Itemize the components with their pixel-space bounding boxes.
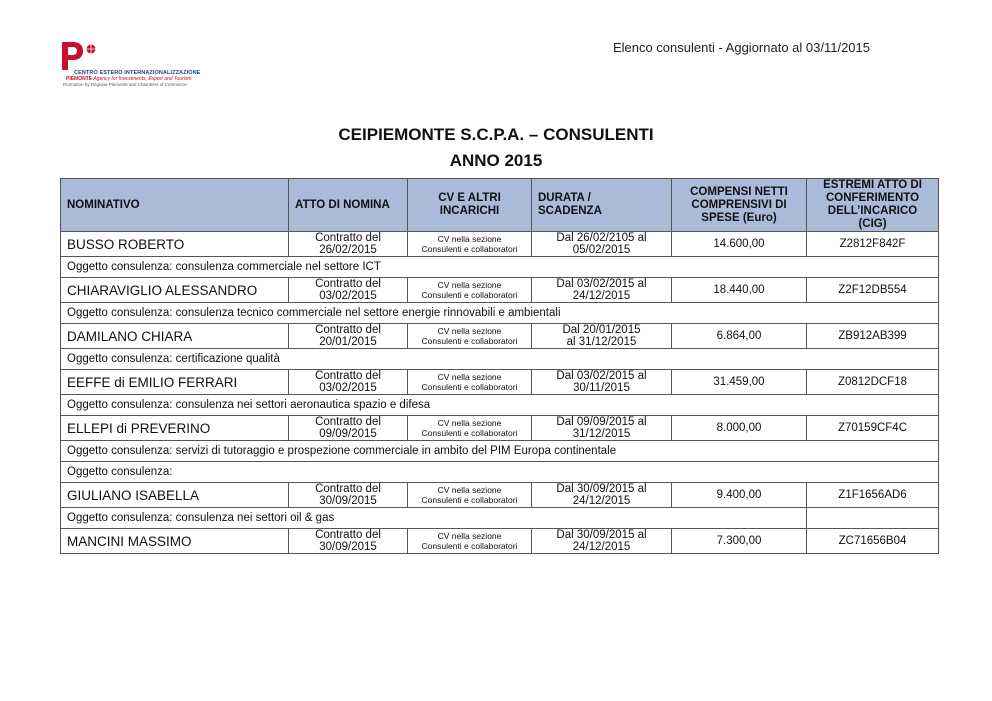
logo-p-mark bbox=[60, 40, 84, 72]
cell-cig: Z70159CF4C bbox=[807, 416, 939, 441]
cell-oggetto-blank bbox=[807, 508, 939, 529]
cell-durata: Dal 30/09/2015 al 24/12/2015 bbox=[532, 483, 672, 508]
cell-durata: Dal 03/02/2015 al 24/12/2015 bbox=[532, 278, 672, 303]
cell-compensi: 6.864,00 bbox=[672, 324, 807, 349]
cell-oggetto: Oggetto consulenza: consulenza commerciale nel settore ICT bbox=[61, 257, 939, 278]
table-row-oggetto-empty bbox=[61, 462, 939, 483]
consultants-table bbox=[60, 178, 939, 554]
cell-atto: Contratto del 20/01/2015 bbox=[289, 324, 408, 349]
table-row bbox=[61, 232, 939, 257]
cell-cig: ZC71656B04 bbox=[807, 529, 939, 554]
logo-line1: CENTRO ESTERO INTERNAZIONALIZZAZIONE bbox=[74, 70, 201, 76]
cell-atto: Contratto del 30/09/2015 bbox=[289, 483, 408, 508]
table-row bbox=[61, 278, 939, 303]
cell-cig: Z2812F842F bbox=[807, 232, 939, 257]
cell-oggetto: Oggetto consulenza: consulenza nei settori aeronautica spazio e difesa bbox=[61, 395, 939, 416]
table-row bbox=[61, 416, 939, 441]
document-subtitle-year: ANNO 2015 bbox=[449, 151, 543, 170]
cell-cig: Z1F1656AD6 bbox=[807, 483, 939, 508]
cell-cv: CV nella sezione Consulenti e collaboratori bbox=[408, 370, 532, 395]
col-header-atto: ATTO DI NOMINA bbox=[289, 179, 408, 232]
cell-atto: Contratto del 03/02/2015 bbox=[289, 370, 408, 395]
table-row-oggetto bbox=[61, 303, 939, 324]
cell-atto: Contratto del 26/02/2015 bbox=[289, 232, 408, 257]
logo-globe-icon bbox=[86, 44, 96, 54]
cell-nominativo: ELLEPI di PREVERINO bbox=[61, 416, 289, 441]
table-row-oggetto bbox=[61, 441, 939, 462]
cell-compensi: 8.000,00 bbox=[672, 416, 807, 441]
cell-cv: CV nella sezione Consulenti e collaboratori bbox=[408, 483, 532, 508]
table-row bbox=[61, 529, 939, 554]
cell-cig: Z2F12DB554 bbox=[807, 278, 939, 303]
col-header-durata: DURATA / SCADENZA bbox=[532, 179, 672, 232]
table-row bbox=[61, 483, 939, 508]
col-header-estremi: ESTREMI ATTO DI CONFERIMENTO DELL’INCARICO (CIG) bbox=[807, 179, 939, 232]
header-update-note: Elenco consulenti - Aggiornato al 03/11/2015 bbox=[612, 40, 870, 55]
table-row-oggetto bbox=[61, 257, 939, 278]
cell-nominativo: MANCINI MASSIMO bbox=[61, 529, 289, 554]
document-title: CEIPIEMONTE S.C.P.A. – CONSULENTI bbox=[338, 125, 654, 144]
table-row bbox=[61, 370, 939, 395]
cell-atto: Contratto del 09/09/2015 bbox=[289, 416, 408, 441]
cell-oggetto: Oggetto consulenza: servizi di tutoraggio e prospezione commerciale in ambito del PIM Europa continentale bbox=[61, 441, 939, 462]
table-row bbox=[61, 324, 939, 349]
cell-oggetto-empty: Oggetto consulenza: bbox=[61, 462, 939, 483]
cell-compensi: 9.400,00 bbox=[672, 483, 807, 508]
cell-oggetto: Oggetto consulenza: consulenza nei settori oil & gas bbox=[61, 508, 807, 529]
cell-durata: Dal 09/09/2015 al 31/12/2015 bbox=[532, 416, 672, 441]
cell-compensi: 18.440,00 bbox=[672, 278, 807, 303]
logo-brand-text: PIEMONTE bbox=[66, 76, 93, 82]
company-logo bbox=[60, 40, 201, 90]
table-header-row bbox=[61, 179, 939, 232]
cell-cv: CV nella sezione Consulenti e collaboratori bbox=[408, 324, 532, 349]
cell-nominativo: CHIARAVIGLIO ALESSANDRO bbox=[61, 278, 289, 303]
cell-oggetto: Oggetto consulenza: consulenza tecnico commerciale nel settore energie rinnovabili e ambientali bbox=[61, 303, 939, 324]
cell-nominativo: GIULIANO ISABELLA bbox=[61, 483, 289, 508]
cell-durata: Dal 30/09/2015 al 24/12/2015 bbox=[532, 529, 672, 554]
cell-oggetto: Oggetto consulenza: certificazione qualità bbox=[61, 349, 939, 370]
cell-cv: CV nella sezione Consulenti e collaboratori bbox=[408, 278, 532, 303]
cell-cv: CV nella sezione Consulenti e collaboratori bbox=[408, 529, 532, 554]
cell-nominativo: EEFFE di EMILIO FERRARI bbox=[61, 370, 289, 395]
cell-nominativo: DAMILANO CHIARA bbox=[61, 324, 289, 349]
cell-atto: Contratto del 03/02/2015 bbox=[289, 278, 408, 303]
cell-compensi: 31.459,00 bbox=[672, 370, 807, 395]
table-row-oggetto bbox=[61, 349, 939, 370]
cell-cv: CV nella sezione Consulenti e collaboratori bbox=[408, 232, 532, 257]
logo-line2: PIEMONTE Agency for Investments, Export and Tourism bbox=[66, 76, 192, 82]
col-header-cv: CV E ALTRI INCARICHI bbox=[408, 179, 532, 232]
cell-nominativo: BUSSO ROBERTO bbox=[61, 232, 289, 257]
table-row-oggetto bbox=[61, 508, 939, 529]
cell-cig: Z0812DCF18 bbox=[807, 370, 939, 395]
table-row-oggetto bbox=[61, 395, 939, 416]
cell-durata: Dal 20/01/2015 al 31/12/2015 bbox=[532, 324, 672, 349]
cell-cv: CV nella sezione Consulenti e collaboratori bbox=[408, 416, 532, 441]
cell-atto: Contratto del 30/09/2015 bbox=[289, 529, 408, 554]
cell-durata: Dal 03/02/2015 al 30/11/2015 bbox=[532, 370, 672, 395]
cell-durata: Dal 26/02/2105 al 05/02/2015 bbox=[532, 232, 672, 257]
col-header-compensi: COMPENSI NETTI COMPRENSIVI DI SPESE (Euro) bbox=[672, 179, 807, 232]
col-header-nominativo: NOMINATIVO bbox=[61, 179, 289, 232]
cell-compensi: 14.600,00 bbox=[672, 232, 807, 257]
cell-cig: ZB912AB399 bbox=[807, 324, 939, 349]
cell-compensi: 7.300,00 bbox=[672, 529, 807, 554]
logo-line3: Promotion by Regione Piemonte and Chambers of Commerce bbox=[63, 82, 187, 87]
